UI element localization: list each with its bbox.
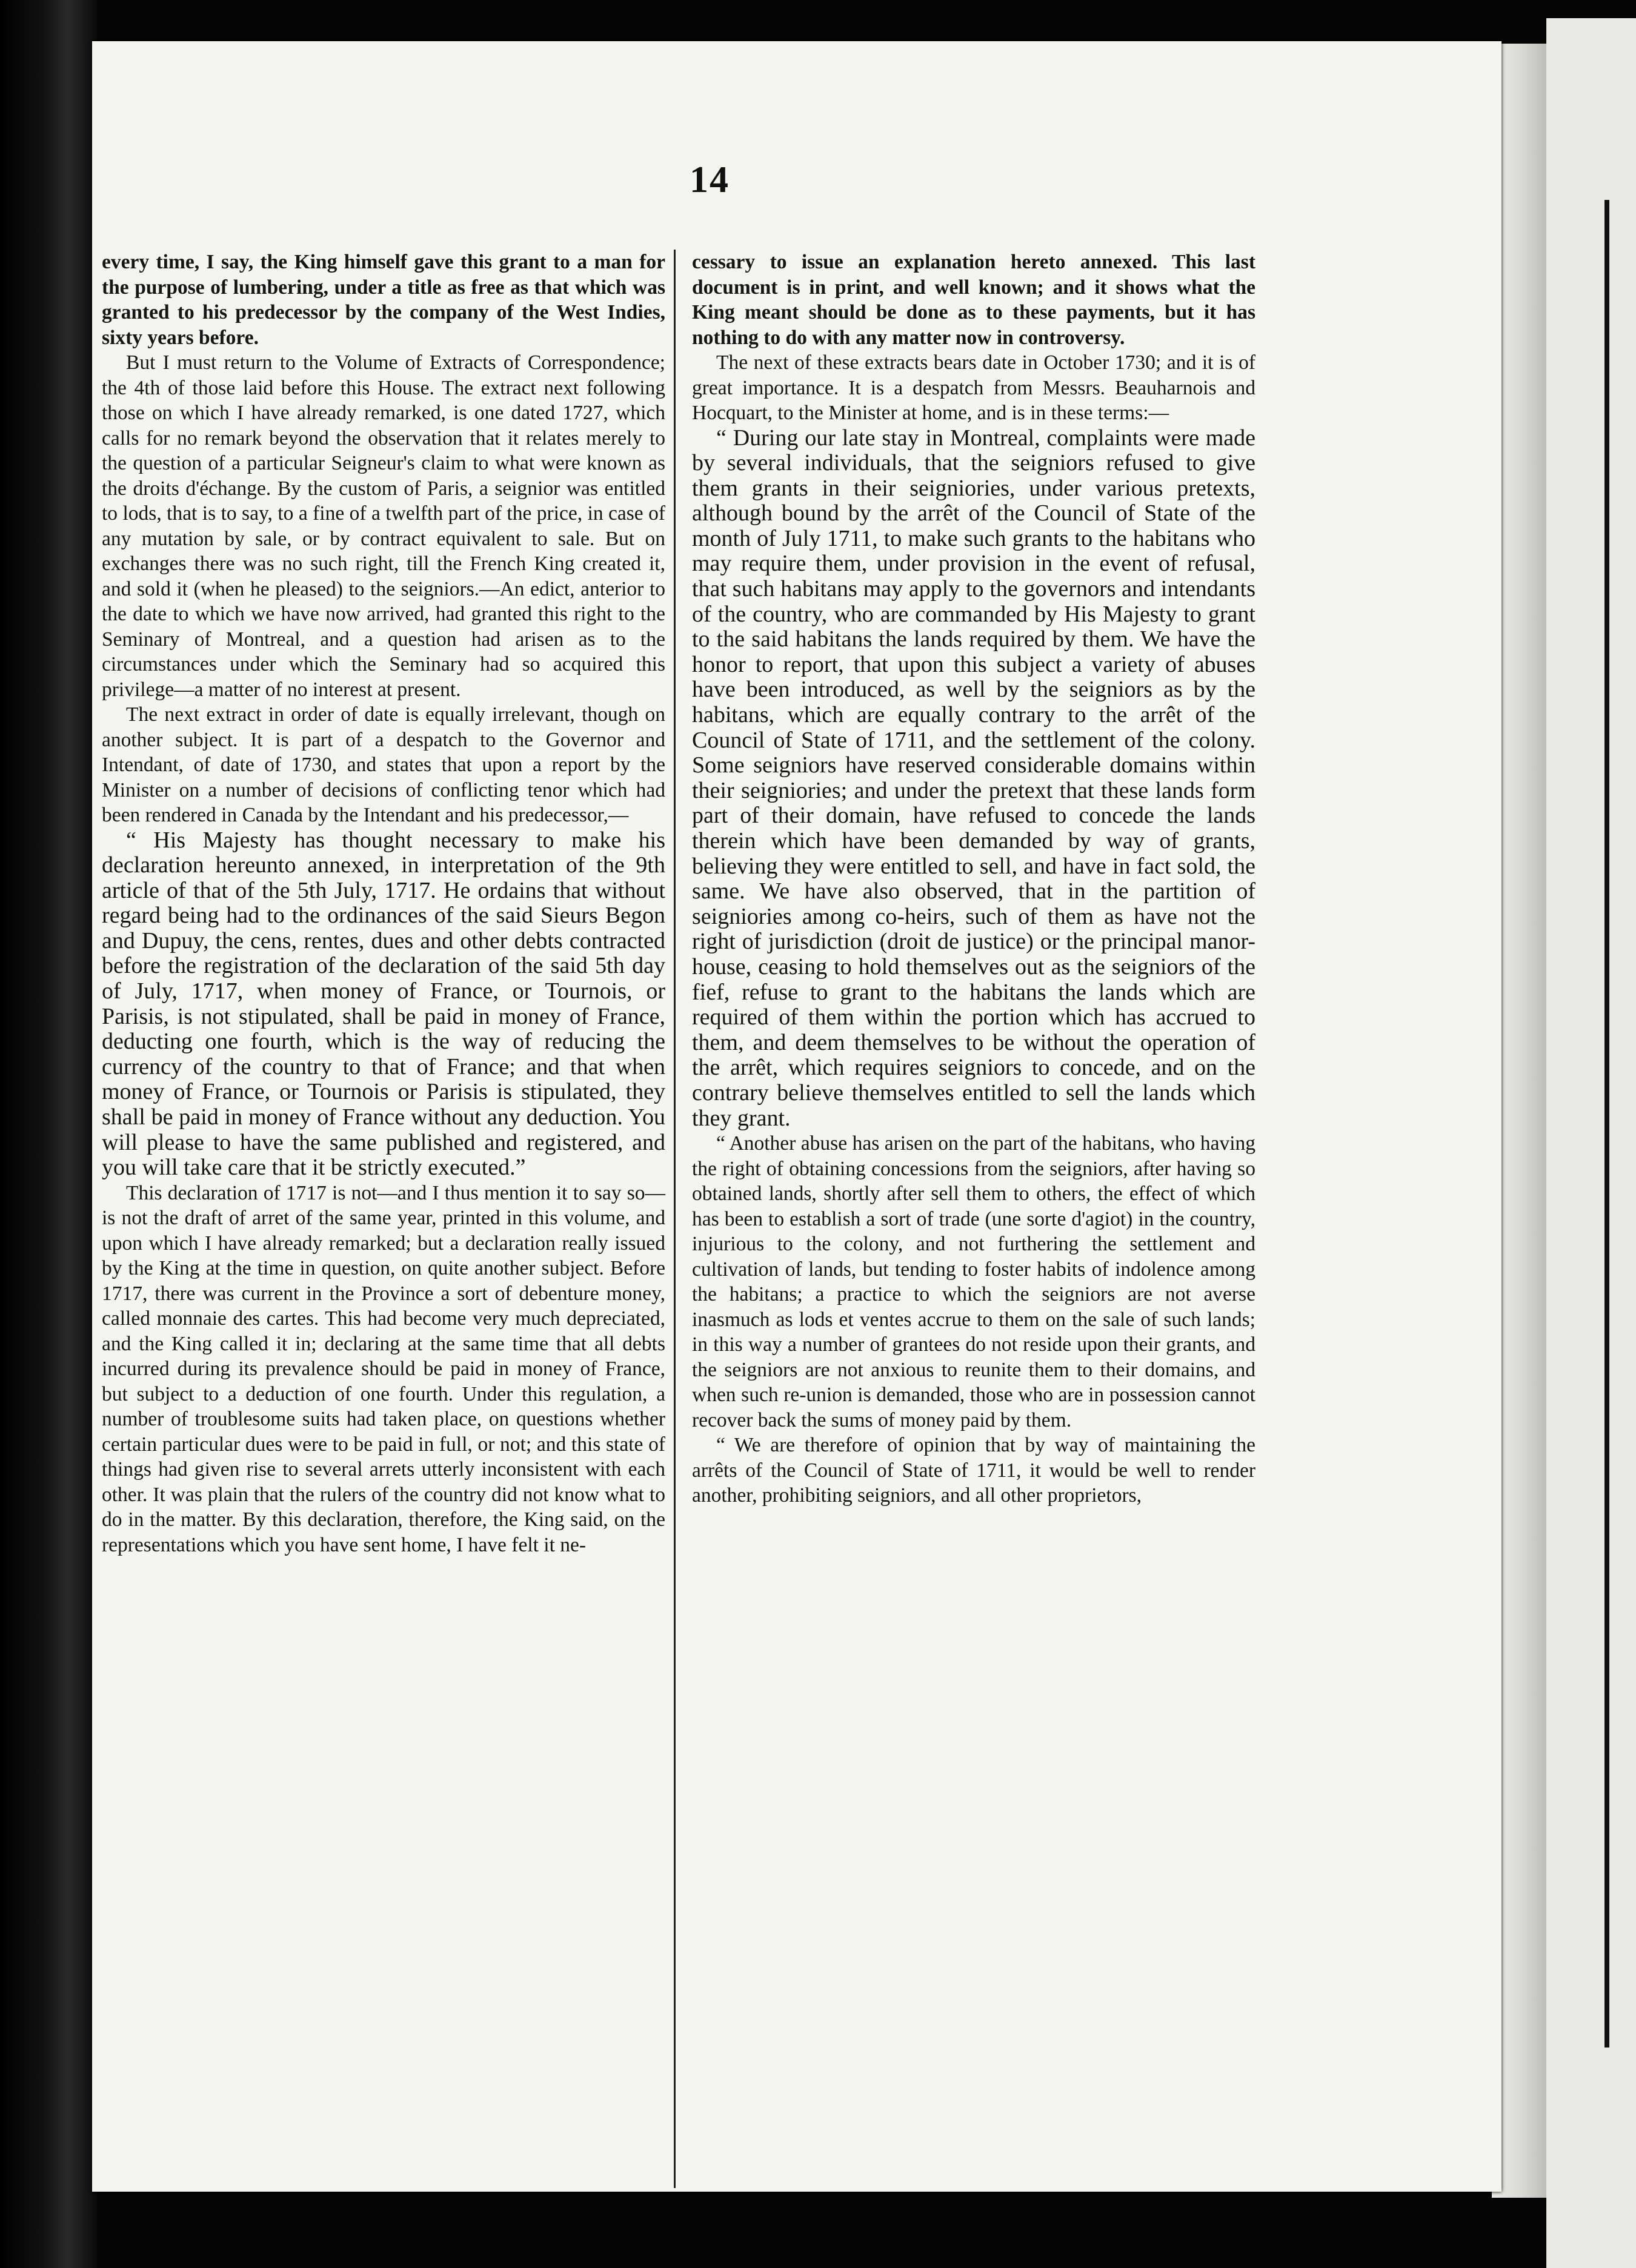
column-divider xyxy=(674,250,676,2188)
quoted-paragraph: “ During our late stay in Montreal, complaints were made by several individuals, that the seigniors refused to give them grants in their seigniories, under various pretexts, although bound by the arrêt of the Council of State of the month of July 1711, to make such grants to the habitans who may require them, under provision in the event of refusal, that such habitans may apply to the governors and intendants of the country, who are commanded by His Majesty to grant to the said habitans the lands required by them. We have the honor to report, that upon this subject a variety of abuses have been introduced, as well by the seigniors as by the habitans, which are equally contrary to the arrêt of the Council of State of 1711, and the settlement of the colony. Some seigniors have reserved considerable domains within their seigniories; and under the pretext that these lands form part of their domain, have refused to concede the lands therein which have been demanded by way of grants, believing they were entitled to sell, and have in fact sold, the same. We have also observed, that in the partition of seigniories among co-heirs, such of them as have not the right of jurisdiction (droit de justice) or the principal manor-house, ceasing to hold themselves out as the seigniors of the fief, refuse to grant to the habitans the lands which are required of them within the portion which has accrued to them, and deem themselves to be without the operation of the arrêt, which requires seigniors to concede, and on the contrary believe themselves entitled to sell the lands which they grant. xyxy=(692,425,1255,1131)
page-number: 14 xyxy=(690,159,730,201)
paragraph: This declaration of 1717 is not—and I thus mention it to say so—is not the draft of arret of the same year, printed in this volume, and upon which I have already remarked; but a declaration really issued by the King at the time in question, on quite another subject. Before 1717, there was current in the Province a sort of debenture money, called monnaie des cartes. This had become very much depreciated, and the King called it in; declaring at the same time that all debts incurred during its prevalence should be paid in money of France, but subject to a deduction of one fourth. Under this regulation, a number of troublesome suits had taken place, on questions whether certain particular dues were to be paid in full, or not; and this state of things had given rise to several arrets utterly inconsistent with each other. It was plain that the rulers of the country did not know what to do in the matter. By this declaration, therefore, the King said, on the representations which you have sent home, I have felt it ne- xyxy=(102,1181,665,1556)
adjacent-page-gutter xyxy=(1604,200,1609,2047)
left-text-column xyxy=(102,250,665,1557)
paragraph: The next of these extracts bears date in October 1730; and it is of great importance. It is a despatch from Messrs. Beauharnois and Hocquart, to the Minister at home, and is in these terms:— xyxy=(692,351,1255,424)
paragraph: cessary to issue an explanation hereto annexed. This last document is in print, and well known; and it shows what the King meant should be done as to these payments, but it has nothing to do with any matter now in controversy. xyxy=(692,251,1255,349)
paragraph: But I must return to the Volume of Extracts of Correspondence; the 4th of those laid before this House. The extract next following those on which I have already remarked, is one dated 1727, which calls for no remark beyond the observation that it relates merely to the question of a particular Seigneur's claim to what were known as the droits d'échange. By the custom of Paris, a seignior was entitled to lods, that is to say, to a fine of a twelfth part of the price, in case of any mutation by sale, or by contract equivalent to sale. But on exchanges there was no such right, till the French King created it, and sold it (when he pleased) to the seigniors.—An edict, anterior to the date to which we have now arrived, had granted this right to the Seminary of Montreal, and a question had arisen as to the circumstances under which the Seminary had so acquired this privilege—a matter of no interest at present. xyxy=(102,351,665,701)
book-spine-shadow xyxy=(0,0,97,2268)
paragraph: every time, I say, the King himself gave this grant to a man for the purpose of lumbering, under a title as free as that which was granted to his predecessor by the company of the West Indies, sixty years before. xyxy=(102,251,665,349)
quoted-paragraph: “ His Majesty has thought necessary to make his declaration hereunto annexed, in interpretation of the 9th article of that of the 5th July, 1717. He ordains that without regard being had to the ordinances of the said Sieurs Begon and Dupuy, the cens, rentes, dues and other debts contracted before the registration of the declaration of the said 5th day of July, 1717, when money of France, or Tournois, or Parisis, is not stipulated, shall be paid in money of France, deducting one fourth, which is the way of reducing the currency of the country to that of France; and that when money of France, or Tournois or Parisis is stipulated, they shall be paid in money of France without any deduction. You will please to have the same published and registered, and you will take care that it be strictly executed.” xyxy=(102,827,665,1181)
right-text-column xyxy=(692,250,1255,1508)
quoted-paragraph: “ We are therefore of opinion that by way of maintaining the arrêts of the Council of State of 1711, it would be well to render another, prohibiting seigniors, and all other proprietors, xyxy=(692,1434,1255,1507)
adjacent-page xyxy=(1546,18,1636,2268)
paragraph: The next extract in order of date is equally irrelevant, though on another subject. It is part of a despatch to the Governor and Intendant, of date of 1730, and states that upon a report by the Minister on a number of decisions of conflicting tenor which had been rendered in Canada by the Intendant and his predecessor,— xyxy=(102,703,665,826)
quoted-paragraph: “ Another abuse has arisen on the part of the habitans, who having the right of obtaining concessions from the seigniors, after having so obtained lands, shortly after sell them to others, the effect of which has been to establish a sort of trade (une sorte d'agiot) in the country, injurious to the colony, and not furthering the settlement and cultivation of lands, but tending to foster habits of indolence among the habitans; a practice to which the seigniors are not averse inasmuch as lods et ventes accrue to them on the sale of such lands; in this way a number of grantees do not reside upon their grants, and the seigniors are not anxious to reunite them to their domains, and when such re-union is demanded, those who are in possession cannot recover back the sums of money paid by them. xyxy=(692,1132,1255,1431)
